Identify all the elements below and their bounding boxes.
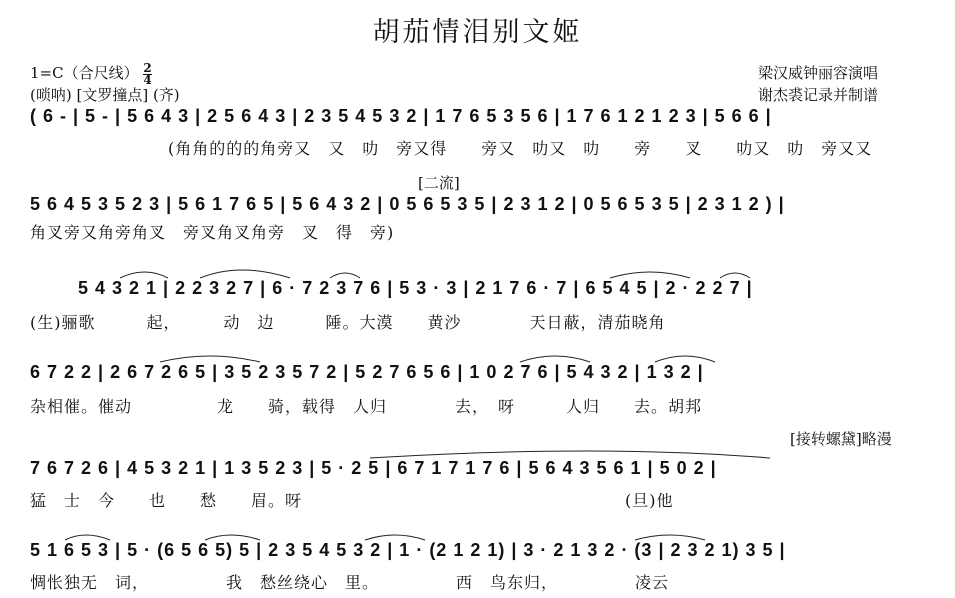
time-denominator: 4 — [143, 72, 152, 87]
lyrics-line-1: (角角的的的角旁又 又 叻 旁又得 旁又 叻又 叻 旁 叉 叻又 叻 旁又又 — [168, 139, 873, 158]
slur — [610, 272, 690, 278]
transcriber-credit: 谢杰裘记录并制谱 — [758, 86, 879, 104]
slur — [205, 535, 260, 540]
section-mark-jiezhuan: [接转螺黛]略漫 — [790, 430, 892, 448]
lyrics-line-5: 猛 士 今 也 愁 眉。呀 (旦)他 — [30, 491, 674, 510]
score-line-3: 5 4 3 2 1 | 2 2 3 2 7 | 6 · 7 2 3 7 6 | 5 3 · 3 | 2 1 7 6 · 7 | 6 5 4 5 | 2 · 2 2 7 | — [78, 278, 753, 298]
score-line-2: 5 6 4 5 3 5 2 3 | 5 6 1 7 6 5 | 5 6 4 3 2 | 0 5 6 5 3 5 | 2 3 1 2 | 0 5 6 5 3 5 | 2 3 1 2 ) | — [30, 194, 785, 214]
time-numerator: 2 — [143, 60, 152, 75]
slur — [655, 356, 715, 362]
slur — [635, 535, 705, 540]
section-mark-erliu: [二流] — [418, 174, 460, 192]
slur — [330, 273, 360, 278]
lyrics-line-3: (生)骊歌 起， 动 边 陲。大漠 黄沙 天日蔽，清茄晓角 — [30, 313, 666, 332]
score-line-5: 7 6 7 2 6 | 4 5 3 2 1 | 1 3 5 2 3 | 5 · 2 5 | 6 7 1 7 1 7 6 | 5 6 4 3 5 6 1 | 5 0 2 | — [30, 458, 717, 478]
page-title: 胡茄情泪别文姬 — [372, 17, 583, 48]
lyrics-line-6: 惆怅独无 词， 我 愁丝绕心 里。 西 鸟东归， 凌云 — [30, 573, 670, 592]
slur — [365, 535, 425, 540]
score-line-1: ( 6 - | 5 - | 5 6 4 3 | 2 5 6 4 3 | 2 3 5 4 5 3 2 | 1 7 6 5 3 5 6 | 1 7 6 1 2 1 2 3 | 5 6 6 | — [30, 106, 772, 126]
lyrics-line-2: 角叉旁又角旁角叉 旁叉角叉角旁 叉 得 旁) — [30, 223, 395, 242]
slur — [160, 356, 260, 362]
slur — [520, 356, 590, 362]
slur — [370, 451, 770, 458]
score-line-6: 5 1 6 5 3 | 5 · (6 5 6 5) 5 | 2 3 5 4 5 3 2 | 1 · (2 1 2 1) | 3 · 2 1 3 2 · (3 | 2 3 2 1) 3 5 | — [30, 540, 786, 560]
lyrics-line-4: 杂相催。催动 龙 骑，载得 人归 去， 呀 人归 去。胡邦 — [30, 397, 703, 416]
slur — [200, 270, 290, 278]
score-line-4: 6 7 2 2 | 2 6 7 2 6 5 | 3 5 2 3 5 7 2 | 5 2 7 6 5 6 | 1 0 2 7 6 | 5 4 3 2 | 1 3 2 | — [30, 362, 704, 382]
instrument-note: (唢呐) [文罗撞点] (齐) — [30, 86, 180, 104]
slur — [120, 272, 168, 278]
singers-credit: 梁汉威钟丽容演唱 — [758, 64, 879, 82]
slur — [720, 273, 750, 278]
key-label: 1=C（合尺线） — [30, 64, 139, 82]
slur — [65, 535, 110, 540]
